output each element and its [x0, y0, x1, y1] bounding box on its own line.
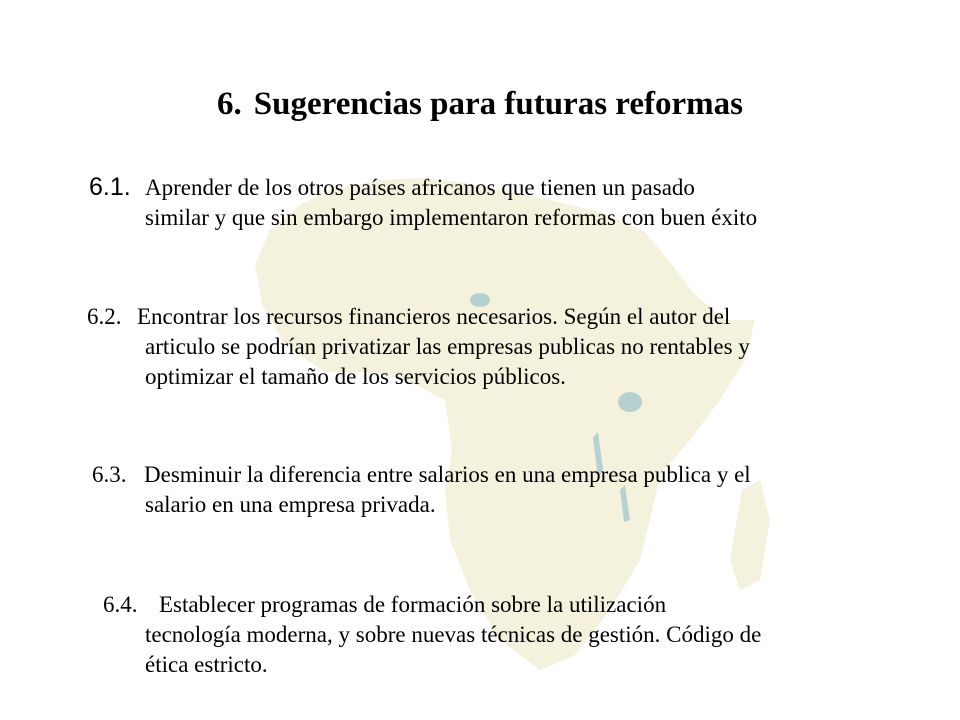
item-text-line: optimizar el tamaño de los servicios públicos. — [145, 364, 566, 389]
title-number: 6. — [217, 86, 242, 122]
suggestion-item-6-1 — [89, 172, 757, 233]
item-number: 6.4. — [103, 592, 138, 617]
item-text-line: Encontrar los recursos financieros necesarios. Según el autor del — [137, 304, 731, 329]
item-number: 6.2. — [87, 304, 122, 329]
item-text-line: similar y que sin embargo implementaron reformas con buen éxito — [145, 205, 758, 230]
suggestion-item-6-4 — [103, 590, 761, 680]
item-text-line: salario en una empresa privada. — [145, 492, 436, 517]
slide-title — [0, 84, 960, 124]
item-text-line: ética estricto. — [145, 652, 268, 677]
title-text: Sugerencias para futuras reformas — [253, 86, 743, 122]
item-text-line: tecnología moderna, y sobre nuevas técnicas de gestión. Código de — [145, 622, 762, 647]
item-text-line: Desminuir la diferencia entre salarios en una empresa publica y el — [144, 462, 751, 487]
item-text-line: Establecer programas de formación sobre la utilización — [159, 592, 667, 617]
item-number: 6.3. — [92, 462, 127, 487]
suggestion-item-6-2 — [87, 302, 750, 392]
suggestion-item-6-3 — [92, 460, 751, 520]
item-text-line: articulo se podrían privatizar las empresas publicas no rentables y — [145, 334, 750, 359]
item-number: 6.1. — [89, 173, 131, 201]
item-text-line: Aprender de los otros países africanos que tienen un pasado — [145, 175, 695, 200]
lake-victoria — [618, 392, 642, 412]
